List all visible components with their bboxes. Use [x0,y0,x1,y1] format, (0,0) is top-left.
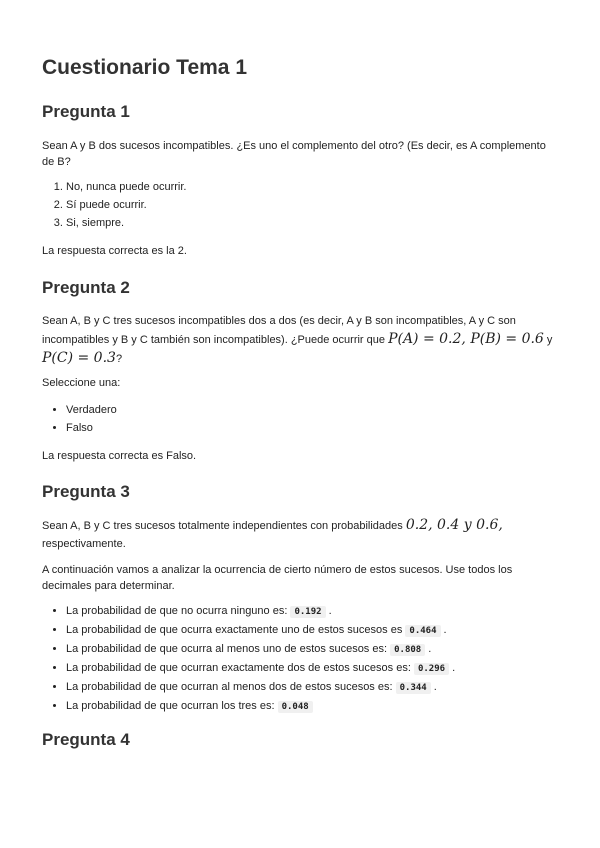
q1-options [42,178,558,232]
q3-item: • La probabilidad de que ocurra exactamente uno de estos sucesos es 0.464 . [66,621,558,640]
q1-option: 1. No, nunca puede ocurrir. [66,178,558,196]
q4-heading: Pregunta 4 [42,730,130,749]
q3-item [66,697,558,716]
q3-heading: Pregunta 3 [42,482,130,501]
q3-item: • La probabilidad de que no ocurra ninguno es: 0.192 . [66,602,558,621]
q3-text-a: Sean A, B y C tres sucesos totalmente independientes con probabilidades [42,520,403,532]
q1-option: 3. Si, siempre. [66,214,558,232]
q3-item: • La probabilidad de que ocurran exactamente dos de estos sucesos es: 0.296 . [66,659,558,678]
q2-text [42,312,558,368]
q3-item-value: 0.192 [290,606,325,618]
q2-answer: La respuesta correcta es Falso. [42,450,197,462]
q3-item-label: La probabilidad de que ocurran al menos dos de estos sucesos es: [66,681,393,693]
q3-item-label: La probabilidad de que ocurran los tres es: [66,700,275,712]
q3-item-value: 0.296 [414,663,449,675]
q2-math-a: P(A) = 0.2, P(B) = 0.6 [388,331,544,347]
q1-heading: Pregunta 1 [42,102,130,121]
q3-item-value: 0.464 [405,625,440,637]
q2-option: • Verdadero [66,401,558,419]
q2-option: • Falso [66,419,558,437]
q3-item: • La probabilidad de que ocurra al menos uno de estos sucesos es: 0.808 . [66,640,558,659]
q3-item-label: La probabilidad de que ocurran exactamente dos de estos sucesos es: [66,662,411,674]
q1-answer: La respuesta correcta es la 2. [42,245,187,257]
q3-items [42,602,558,716]
q2-heading: Pregunta 2 [42,278,130,297]
q1-option: 2. Sí puede ocurrir. [66,196,558,214]
q3-item-label: La probabilidad de que ocurra exactamente uno de estos sucesos es [66,624,403,636]
q3-item: • La probabilidad de que ocurran al menos dos de estos sucesos es: 0.344 . [66,678,558,697]
q3-item-value: 0.048 [278,701,313,713]
q2-prompt: Seleccione una: [42,377,121,389]
q3-item-value: 0.808 [390,644,425,656]
q2-math-b: P(C) = 0.3 [42,350,116,366]
q3-text [42,516,558,553]
q3-item-label: La probabilidad de que ocurra al menos uno de estos sucesos es: [66,643,388,655]
q2-text-b: y [546,334,553,346]
q3-text2: A continuación vamos a analizar la ocurrencia de cierto número de estos sucesos. Use todos los decimales para determinar. [42,564,513,592]
page-title: Cuestionario Tema 1 [42,56,247,79]
q1-text: Sean A y B dos sucesos incompatibles. ¿Es uno el complemento del otro? (Es decir, es A complemento de B? [42,140,546,168]
q3-math: 0.2, 0.4 y 0.6, [405,517,503,533]
q2-text-a: Sean A, B y C tres sucesos incompatibles dos a dos (es decir, A y B son incompatibles, A y C son incompatibles y B y C también son incompatibles). ¿Puede ocurrir que [42,315,516,346]
q3-text-b: respectivamente. [42,538,126,550]
q3-item-value: 0.344 [396,682,431,694]
q2-options [42,401,558,437]
q2-text-c: ? [115,353,123,365]
q3-item-label: La probabilidad de que no ocurra ninguno es: [66,605,288,617]
